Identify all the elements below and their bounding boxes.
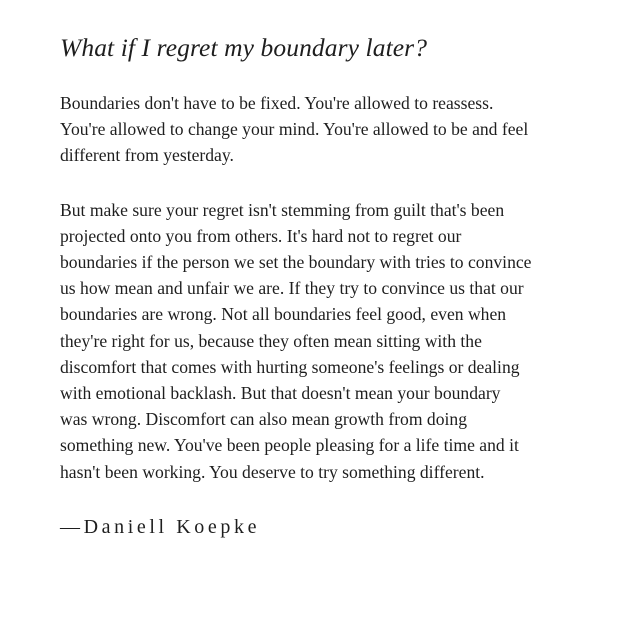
paragraph-line: something new. You've been people pleasing for a life time and it: [60, 435, 519, 456]
paragraph-line: different from yesterday.: [60, 145, 234, 166]
paragraph-1: [60, 90, 640, 169]
paragraph-line: Boundaries don't have to be fixed. You're allowed to reassess.: [60, 93, 494, 113]
paragraph-line: they're right for us, because they often mean sitting with the: [60, 330, 482, 351]
paragraph-line: boundaries are wrong. Not all boundaries feel good, even when: [60, 304, 507, 325]
paragraph-line: You're allowed to change your mind. You're allowed to be and feel: [60, 119, 529, 140]
paragraph-2: [60, 197, 640, 485]
paragraph-line: hasn't been working. You deserve to try something different.: [60, 461, 485, 482]
author-attribution: —Daniell Koepke: [60, 515, 261, 538]
paragraph-line: But make sure your regret isn't stemming from guilt that's been: [60, 199, 505, 220]
paragraph-line: was wrong. Discomfort can also mean growth from doing: [60, 409, 468, 430]
paragraph-line: us how mean and unfair we are. If they try to convince us that our: [60, 278, 524, 299]
paragraph-line: projected onto you from others. It's hard not to regret our: [60, 225, 462, 246]
paragraph-line: boundaries if the person we set the boundary with tries to convince: [60, 252, 532, 273]
paragraph-line: discomfort that comes with hurting someone's feelings or dealing: [60, 356, 520, 377]
paragraph-line: with emotional backlash. But that doesn't mean your boundary: [60, 383, 501, 404]
quote-title: What if I regret my boundary later?: [60, 33, 428, 62]
